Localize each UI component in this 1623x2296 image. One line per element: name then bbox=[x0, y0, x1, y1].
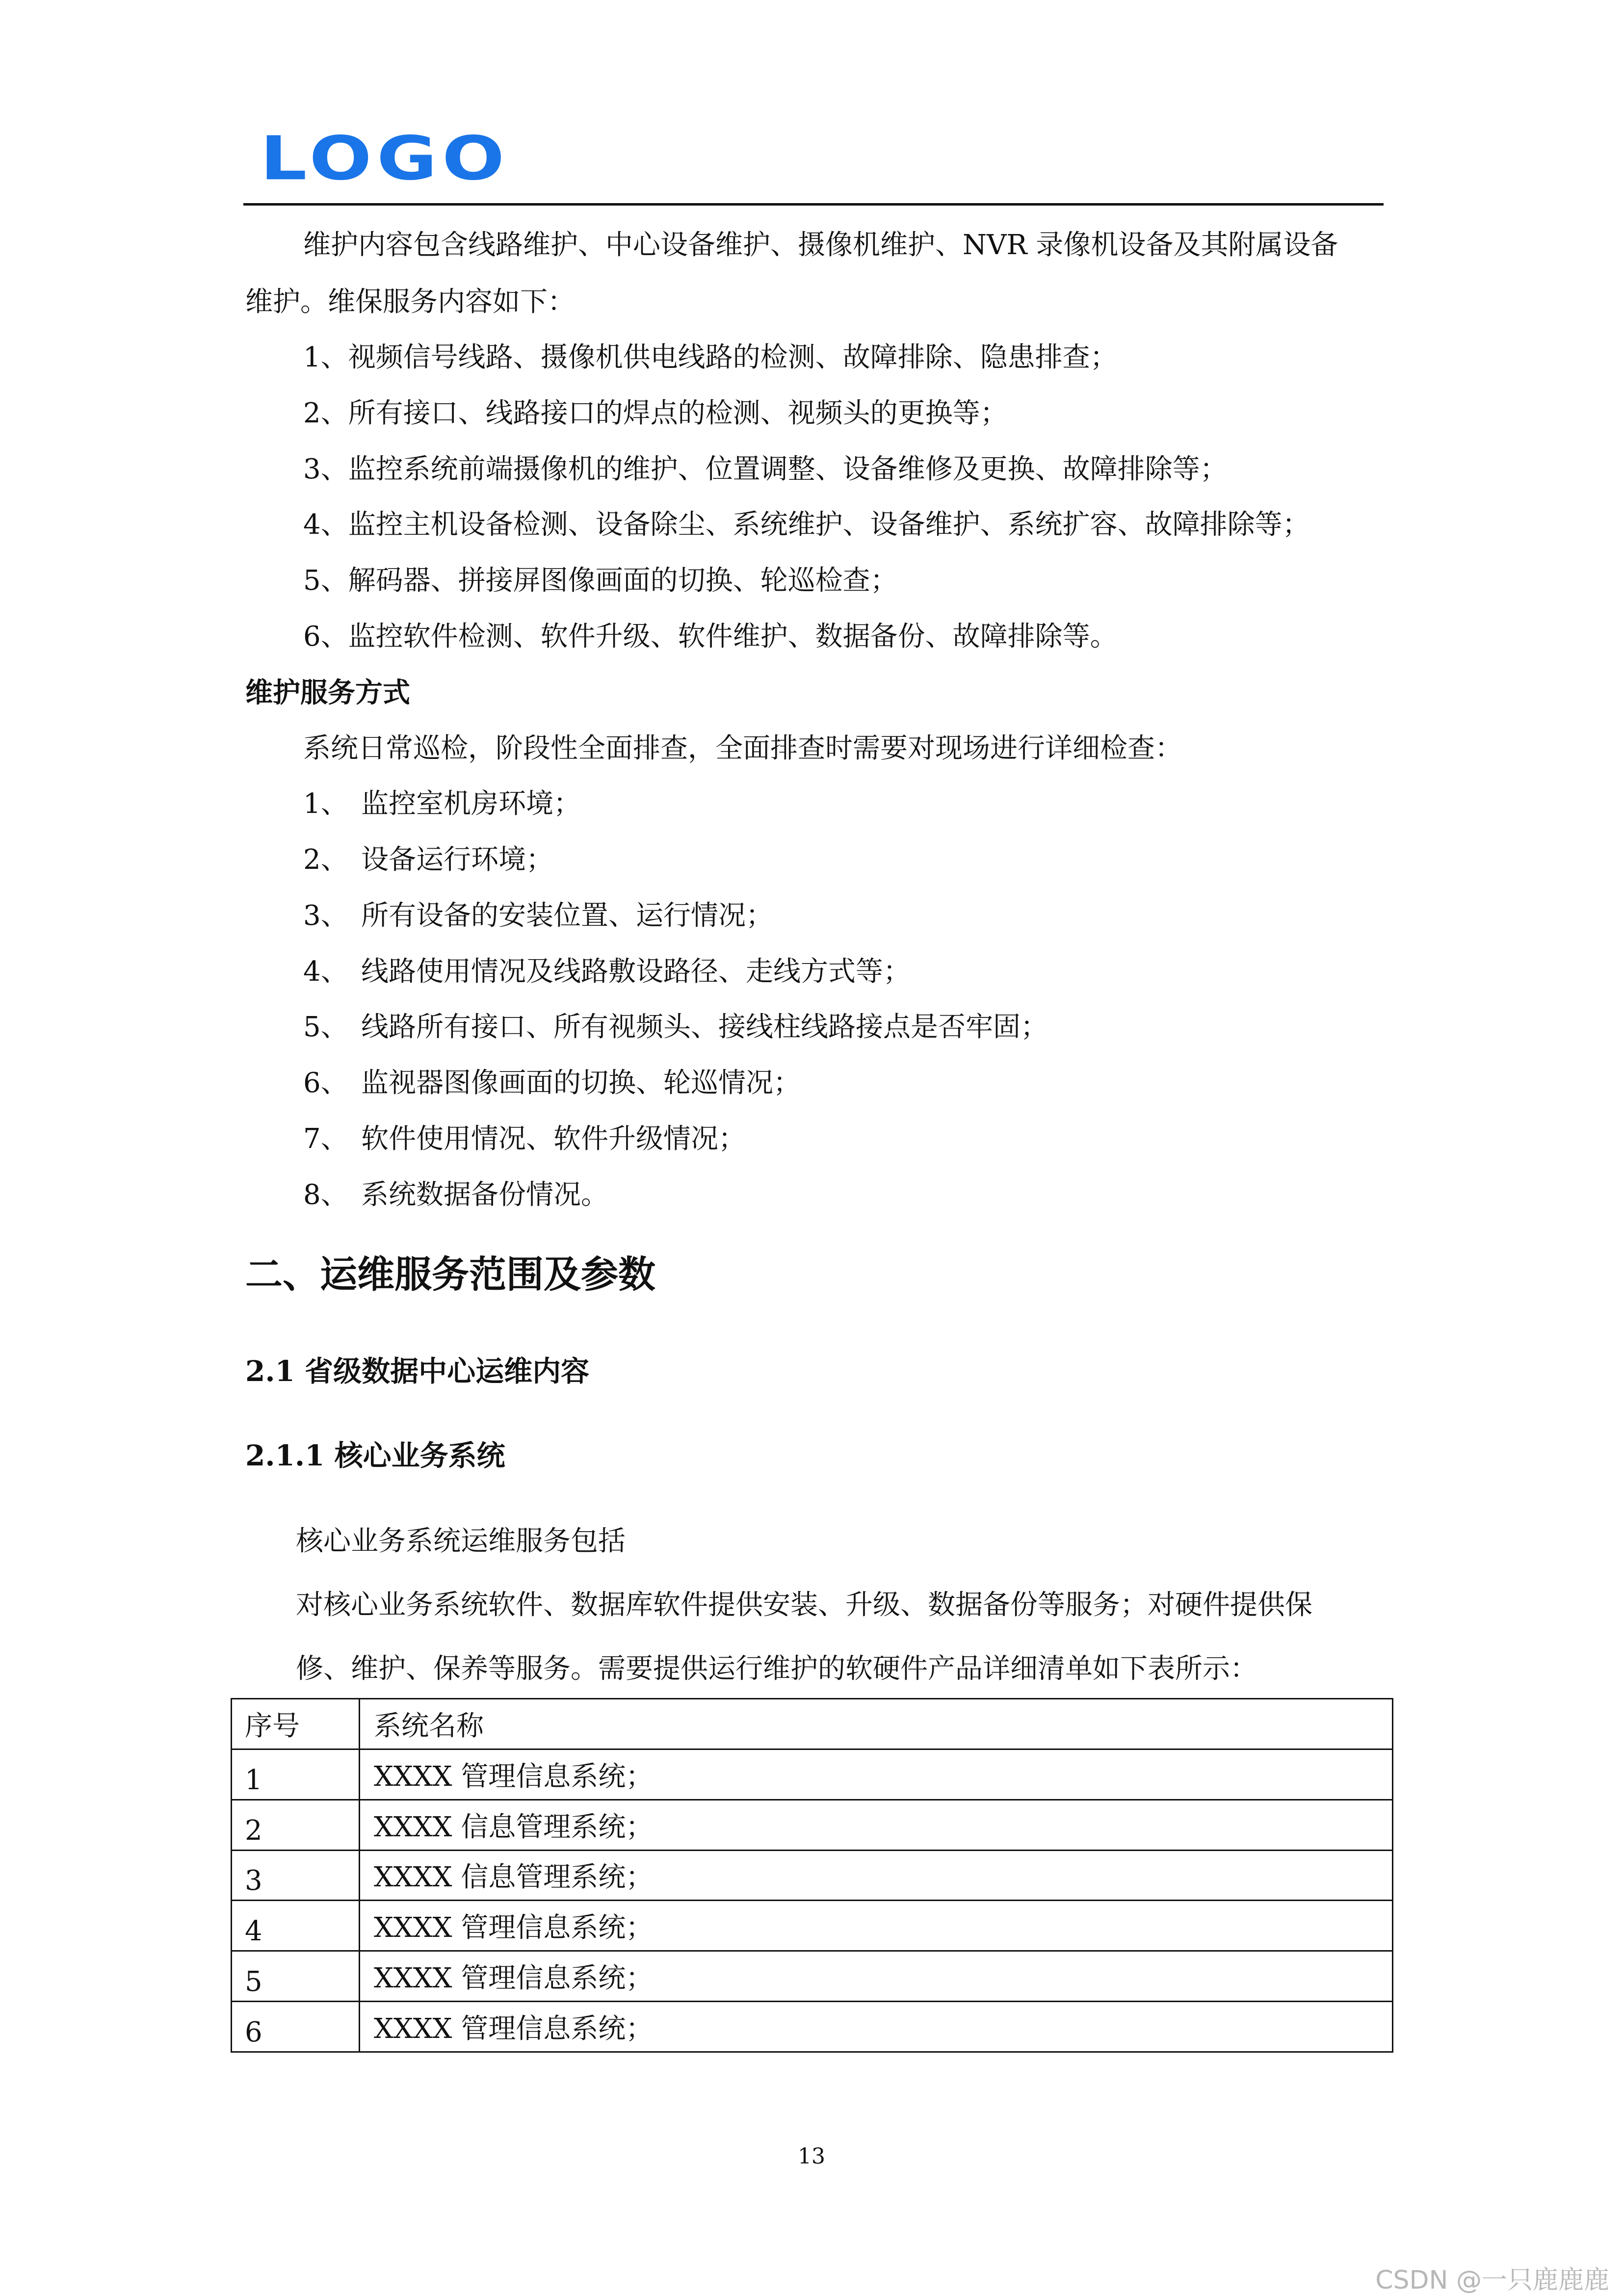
inspection-item-text: 监控室机房环境； bbox=[361, 788, 581, 820]
row-number: 2 bbox=[232, 1800, 360, 1850]
inspection-item-text: 设备运行环境； bbox=[361, 844, 553, 876]
inspection-item-number: 1、 bbox=[303, 788, 348, 820]
system-name: XXXX 管理信息系统； bbox=[360, 1901, 1393, 1951]
maintenance-item: 5、解码器、拼接屏图像画面的切换、轮巡检查； bbox=[303, 565, 898, 597]
table-row bbox=[232, 1800, 1393, 1850]
inspection-item-text: 软件使用情况、软件升级情况； bbox=[361, 1123, 746, 1155]
inspection-item bbox=[303, 846, 553, 874]
system-name: XXXX 信息管理系统； bbox=[360, 1850, 1393, 1901]
inspection-item bbox=[303, 902, 773, 930]
body-paragraph: 对核心业务系统软件、数据库软件提供安装、升级、数据备份等服务；对硬件提供保 bbox=[296, 1589, 1312, 1621]
row-number: 4 bbox=[232, 1901, 360, 1951]
inspection-item bbox=[303, 1181, 608, 1209]
system-list-table bbox=[231, 1698, 1393, 2053]
inspection-item bbox=[303, 1067, 801, 1099]
header-divider bbox=[243, 203, 1384, 206]
company-logo: LOGO bbox=[260, 124, 510, 194]
body-paragraph: 修、维护、保养等服务。需要提供运行维护的软硬件产品详细清单如下表所示： bbox=[296, 1653, 1257, 1685]
inspection-item bbox=[303, 1011, 1048, 1043]
row-number: 5 bbox=[232, 1951, 360, 2002]
inspection-item-text: 所有设备的安装位置、运行情况； bbox=[361, 900, 773, 932]
table-row bbox=[232, 2002, 1393, 2052]
maintenance-item: 4、监控主机设备检测、设备除尘、系统维护、设备维护、系统扩容、故障排除等； bbox=[303, 509, 1310, 541]
intro-line-1: 维护内容包含线路维护、中心设备维护、摄像机维护、NVR 录像机设备及其附属设备 bbox=[303, 229, 1338, 261]
system-name: XXXX 信息管理系统； bbox=[360, 1800, 1393, 1850]
service-method-intro: 系统日常巡检，阶段性全面排查，全面排查时需要对现场进行详细检查： bbox=[303, 732, 1182, 764]
system-name: XXXX 管理信息系统； bbox=[360, 1749, 1393, 1800]
section-title: 二、运维服务范围及参数 bbox=[245, 1252, 655, 1296]
table-header-row bbox=[232, 1699, 1393, 1749]
system-name: XXXX 管理信息系统； bbox=[360, 1951, 1393, 2002]
row-number: 1 bbox=[232, 1749, 360, 1800]
watermark: CSDN @一只鹿鹿鹿 bbox=[1375, 2266, 1609, 2295]
subsection-title: 2.1 省级数据中心运维内容 bbox=[245, 1355, 590, 1388]
service-method-heading: 维护服务方式 bbox=[245, 677, 410, 709]
inspection-item-number: 3、 bbox=[303, 900, 348, 932]
row-number: 3 bbox=[232, 1850, 360, 1901]
table-row bbox=[232, 1749, 1393, 1800]
intro-line-2: 维护。维保服务内容如下： bbox=[245, 286, 575, 318]
inspection-item bbox=[303, 1125, 746, 1153]
maintenance-item: 3、监控系统前端摄像机的维护、位置调整、设备维修及更换、故障排除等； bbox=[303, 453, 1228, 485]
table-row bbox=[232, 1850, 1393, 1901]
column-header-no: 序号 bbox=[232, 1699, 360, 1749]
maintenance-item: 2、所有接口、线路接口的焊点的检测、视频头的更换等； bbox=[303, 397, 1008, 429]
table-row bbox=[232, 1951, 1393, 2002]
body-paragraph: 核心业务系统运维服务包括 bbox=[296, 1525, 626, 1557]
inspection-item bbox=[303, 790, 581, 818]
column-header-name: 系统名称 bbox=[360, 1699, 1393, 1749]
inspection-item bbox=[303, 958, 911, 986]
inspection-item-text: 线路使用情况及线路敷设路径、走线方式等； bbox=[361, 956, 911, 988]
inspection-item-text: 监视器图像画面的切换、轮巡情况； bbox=[361, 1067, 801, 1099]
inspection-item-number: 4、 bbox=[303, 956, 348, 988]
maintenance-item: 1、视频信号线路、摄像机供电线路的检测、故障排除、隐患排查； bbox=[303, 341, 1118, 373]
system-name: XXXX 管理信息系统； bbox=[360, 2002, 1393, 2052]
inspection-item-number: 7、 bbox=[303, 1123, 348, 1155]
page-number: 13 bbox=[798, 2144, 825, 2169]
inspection-item-number: 2、 bbox=[303, 844, 348, 876]
row-number: 6 bbox=[232, 2002, 360, 2052]
inspection-item-number: 5、 bbox=[303, 1011, 348, 1043]
maintenance-item: 6、监控软件检测、软件升级、软件维护、数据备份、故障排除等。 bbox=[303, 621, 1118, 652]
inspection-item-number: 6、 bbox=[303, 1067, 348, 1099]
subsubsection-title: 2.1.1 核心业务系统 bbox=[245, 1439, 505, 1472]
inspection-item-number: 8、 bbox=[303, 1179, 348, 1211]
table-row bbox=[232, 1901, 1393, 1951]
inspection-item-text: 线路所有接口、所有视频头、接线柱线路接点是否牢固； bbox=[361, 1011, 1048, 1043]
inspection-item-text: 系统数据备份情况。 bbox=[361, 1179, 608, 1211]
